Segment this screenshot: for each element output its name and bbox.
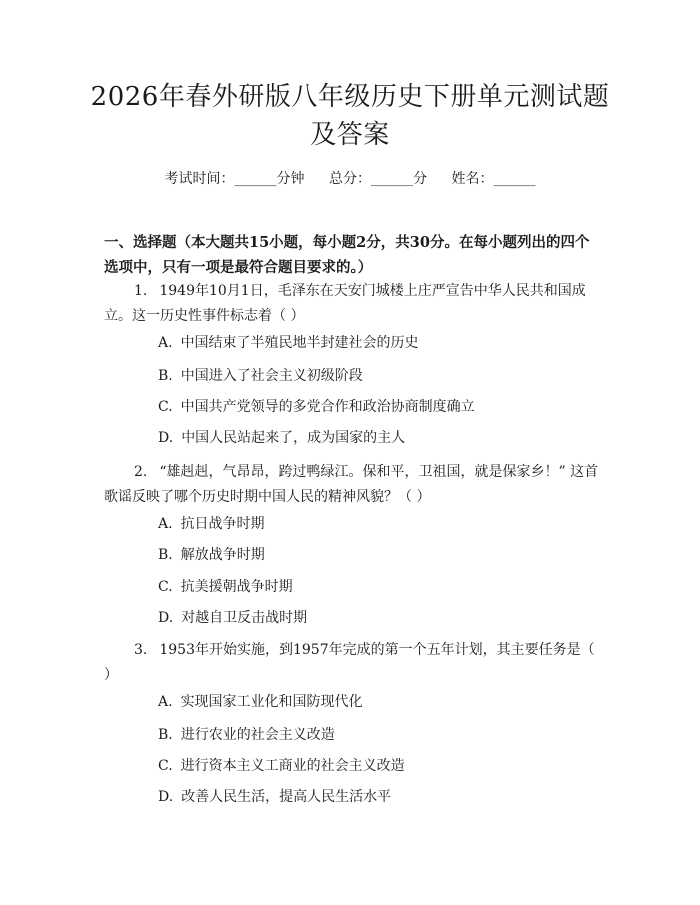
- section-heading: 一、选择题（本大题共15小题，每小题2分，共30分。在每小题列出的四个选项中，只有一项是最符合题目要求的。）: [104, 234, 590, 276]
- question-number: 3.: [134, 642, 148, 658]
- option-letter: B.: [158, 547, 173, 563]
- option-letter: D.: [158, 430, 174, 446]
- question-3-option-b: [158, 725, 598, 745]
- exam-time-field: 考试时间：______分钟: [164, 171, 305, 187]
- question-1: [104, 279, 600, 329]
- option-text: 中国进入了社会主义初级阶段: [180, 368, 363, 384]
- question-stem: 1953年开始实施，到1957年完成的第一个五年计划，其主要任务是（ ）: [104, 642, 595, 683]
- question-3-option-d: [158, 787, 598, 807]
- question-2: [104, 460, 600, 510]
- question-number: 1.: [134, 283, 148, 299]
- question-1-option-d: [158, 428, 598, 448]
- question-1-option-c: [158, 397, 598, 417]
- question-1-option-b: [158, 366, 598, 386]
- option-letter: A.: [158, 516, 173, 532]
- question-3-option-c: [158, 756, 598, 776]
- exam-info-line: [0, 169, 700, 189]
- question-3: [104, 638, 600, 688]
- option-letter: C.: [158, 579, 173, 595]
- option-letter: B.: [158, 727, 173, 743]
- option-text: 进行农业的社会主义改造: [180, 727, 335, 743]
- option-letter: D.: [158, 789, 174, 805]
- question-2-option-b: [158, 545, 598, 565]
- option-letter: B.: [158, 368, 173, 384]
- question-stem: 1949年10月1日，毛泽东在天安门城楼上庄严宣告中华人民共和国成立。这一历史性事件标志着（ ）: [104, 283, 586, 324]
- question-number: 2.: [134, 464, 148, 480]
- option-text: 中国结束了半殖民地半封建社会的历史: [180, 335, 419, 351]
- option-letter: C.: [158, 758, 173, 774]
- question-1-option-a: [158, 333, 598, 353]
- document-title: 2026年春外研版八年级历史下册单元测试题及答案: [90, 82, 610, 150]
- question-stem: “雄赳赳，气昂昂，跨过鸭绿江。保和平，卫祖国，就是保家乡！” 这首歌谣反映了哪个历史时期中国人民的精神风貌？（ ）: [104, 464, 599, 505]
- option-text: 改善人民生活，提高人民生活水平: [181, 789, 392, 805]
- option-letter: C.: [158, 399, 173, 415]
- option-text: 抗日战争时期: [180, 516, 265, 532]
- option-text: 中国共产党领导的多党合作和政治协商制度确立: [180, 399, 475, 415]
- total-score-field: 总分：______分: [329, 171, 427, 187]
- option-letter: D.: [158, 610, 174, 626]
- option-text: 解放战争时期: [180, 547, 265, 563]
- option-letter: A.: [158, 694, 173, 710]
- question-2-option-c: [158, 577, 598, 597]
- option-text: 实现国家工业化和国防现代化: [180, 694, 363, 710]
- question-3-option-a: [158, 692, 598, 712]
- option-letter: A.: [158, 335, 173, 351]
- question-2-option-a: [158, 514, 598, 534]
- option-text: 对越自卫反击战时期: [181, 610, 308, 626]
- option-text: 抗美援朝战争时期: [180, 579, 293, 595]
- option-text: 进行资本主义工商业的社会主义改造: [180, 758, 405, 774]
- option-text: 中国人民站起来了，成为国家的主人: [181, 430, 406, 446]
- student-name-field: 姓名：______: [451, 171, 536, 187]
- question-2-option-d: [158, 608, 598, 628]
